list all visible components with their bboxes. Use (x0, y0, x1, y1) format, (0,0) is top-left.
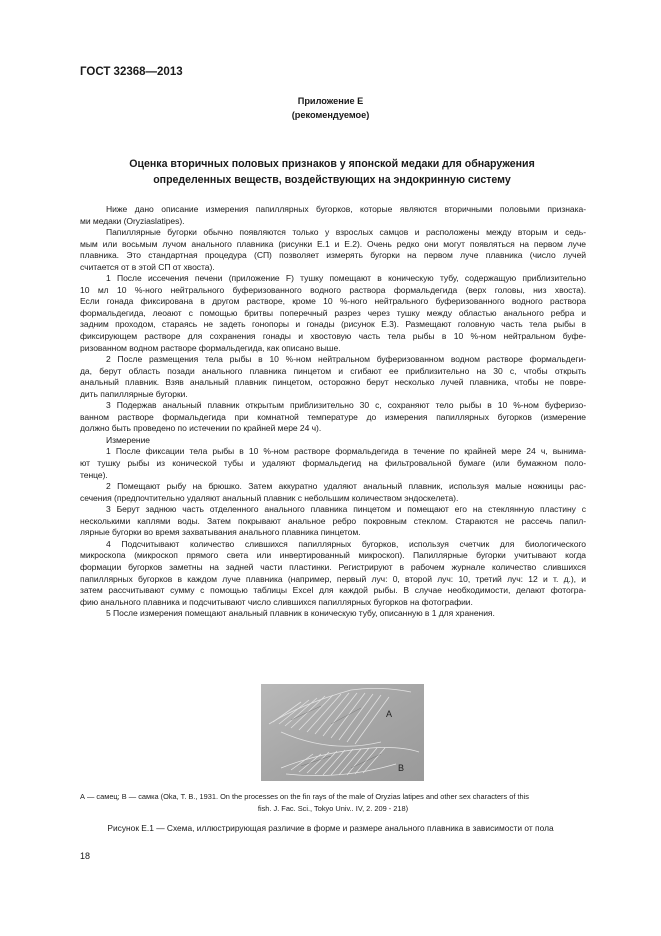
text-line: 3 Подержав анальный плавник открытым приблизительно 30 с, сохраняют тело рыбы в 10 %-ном буферизо- (106, 400, 586, 411)
text-line: 3 Берут заднюю часть отделенного анального плавника пинцетом и помещают его на стеклянную пластину с (106, 504, 586, 515)
text-line: ризованном водном растворе формальдегида, как описано выше. (80, 342, 341, 353)
text-line: 1 После фиксации тела рыбы в 10 %-ном растворе формальдегида в течение по крайней мере 24 ч, вынима- (106, 446, 586, 457)
subheading-measurement: Измерение (106, 434, 150, 445)
text-line: ми медаки (Oryziaslatipes). (80, 215, 185, 226)
text-line: Ниже дано описание измерения папиллярных бугорков, которые являются вторичными половыми признака- (106, 204, 586, 214)
text-line: формальдегида, леоают с помощью бритвы поперечный разрез через тушку между областью анального ребра и (80, 307, 586, 318)
text-line: папиллярных бугорков в каждом луче плавника (например, первый луч: 0, второй луч: 10, третий луч: 12 и т. д.), и (80, 573, 586, 584)
text-line: лярные бугорки во время захватывания анального плавника пинцетом. (80, 527, 361, 538)
annex-status: (рекомендуемое) (291, 110, 370, 120)
text-line: 10 мл 10 %-ного нейтрального буферизованного водного раствора формальдегида (верх головы, низ хвоста). (80, 284, 586, 295)
text-line: тенце). (80, 469, 108, 480)
text-line: считается от в этой СП от хвоста). (80, 261, 215, 272)
text-line: Если гонада фиксирована в другом растворе, кроме 10 %-ного нейтрального буферизованного водного раствора (80, 296, 586, 307)
text-line: фию анального плавника и подсчитывают число слившихся папиллярных бугорков на фотографии. (80, 596, 473, 607)
text-line: фиксирующем растворе для сохранения гонады и хвостовую часть тела рыбы в 10 %-ном нейтральном буфе- (80, 331, 586, 342)
document-header: ГОСТ 32368—2013 (80, 66, 183, 78)
figure-legend-line: А — самец; В — самка (Oka, T. B., 1931. On the processes on the fin rays of the male of Oryzias latipes and other sex characters of this (80, 792, 529, 801)
text-line: формации бугорков заметны на задней части пластинки. Регистрируют в рабочем журнале количество слившихся (80, 561, 586, 572)
figure-legend-line: fish. J. Fac. Sci., Tokyo Univ.. IV, 2. 209 - 218) (257, 803, 409, 813)
text-line: дить папиллярные бугорки. (80, 388, 188, 399)
text-line: 2 После размещения тела рыбы в 10 %-ном нейтральном буферизованном водном растворе формальдеги- (106, 354, 586, 365)
text-line: мым или восьмым лучом анального плавника (рисунки Е.1 и Е.2). Очень редко они могут появляться на первом луче (80, 238, 586, 249)
text-line: 1 После иссечения печени (приложение F) тушку помещают в коническую тубу, содержащую приблизительно (106, 273, 586, 284)
page-number: 18 (80, 851, 91, 861)
text-line: ванном растворе формальдегида при комнатной температуре до измерения папиллярных бугорков (измерение (80, 411, 586, 422)
section-title (80, 156, 584, 188)
body-text (80, 204, 586, 620)
text-line: 2 Помещают рыбу на брюшко. Затем аккуратно удаляют анальный плавник, используя малые ножницы рас- (106, 481, 586, 492)
text-line: Папиллярные бугорки обычно появляются только у взрослых самцов и расположены между вторым и седь- (106, 227, 586, 238)
text-line: ют тушку рыбы из конической тубы и удаляют формальдегид на фильтровальной бумаге (или бумажном поло- (80, 458, 586, 469)
section-title-line: Оценка вторичных половых признаков у японской медаки для обнаружения (129, 158, 535, 170)
figure-caption: Рисунок Е.1 — Схема, иллюстрирующая различие в форме и размере анального плавника в зависимости от пола (107, 823, 554, 833)
text-line: затем рассчитывают сумму с помощью таблицы Excel для каждой рыбы. В случае необходимости, делают фотогра- (80, 585, 586, 596)
text-line: микроскопа (микроскоп прямого света или инвертированный микроскоп). Папиллярные бугорки учитывают когда (80, 550, 586, 561)
figure-label-b: B (398, 763, 405, 773)
text-line: анальный плавник. Взяв анальный плавник пинцетом, осторожно берут несколько лучей плавника, чтобы не повре- (80, 377, 586, 388)
figure-legend (80, 791, 586, 814)
figure-label-a: A (386, 709, 393, 719)
text-line: плавника. Это стандартная процедура (СП) позволяет измерять бугорки на первом луче плавника (число лучей (80, 250, 586, 261)
text-line: задним проходом, стараясь не задеть гонопоры и гонады (рисунок Е.3). Размещают головную часть тела рыбы в (80, 319, 586, 330)
section-title-line: определенных веществ, воздействующих на эндокринную систему (153, 174, 511, 186)
text-line: должно быть проведено по истечении по крайней мере 24 ч). (80, 423, 322, 434)
fin-figure (261, 684, 424, 781)
text-line: 5 После измерения помещают анальный плавник в коническую тубу, описанную в 1 для хранения. (106, 608, 495, 619)
annex-title: Приложение Е (297, 96, 364, 106)
text-line: сечения (предпочтительно удаляют анальный плавник с небольшим количеством эндоскелета). (80, 492, 459, 503)
text-line: да, берут область позади анального плавника пинцетом и сгибают ее приблизительно на 30 с, чтобы открыть (80, 365, 586, 376)
text-line: несколькими каплями воды. Затем покрывают анальное ребро покровным стеклом. Стараются не рассечь папил- (80, 515, 586, 526)
text-line: 4 Подсчитывают количество слившихся папиллярных бугорков, используя счетчик для биологического (106, 538, 586, 549)
